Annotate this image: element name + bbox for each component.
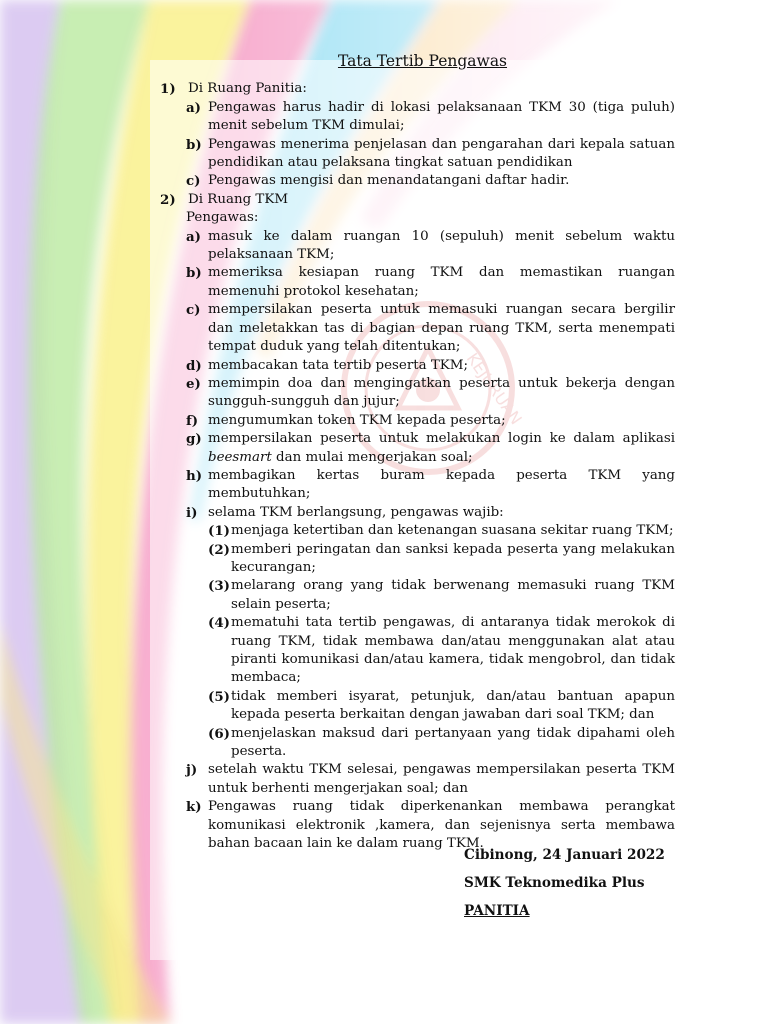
list-item: c) mempersilakan peserta untuk memasuki ruangan secara bergilir dan meletakkan tas di bagian depan ruang TKM, serta menempati tempat duduk yang telah ditentukan; <box>186 302 675 355</box>
list-item: i) selama TKM berlangsung, pengawas wajib: <box>186 504 504 521</box>
list-item: h) membagikan kertas buram kepada peserta TKM yang membutuhkan; <box>186 467 675 502</box>
list-item: a) masuk ke dalam ruangan 10 (sepuluh) menit sebelum waktu pelaksanaan TKM; <box>186 228 675 263</box>
document-title: Tata Tertib Pengawas <box>337 52 508 70</box>
signature-block <box>464 846 665 930</box>
app-name: beesmart <box>208 449 272 465</box>
duty-item: (5) tidak memberi isyarat, petunjuk, dan/atau bantuan apapun kepada peserta berkaitan dengan jawaban dari soal TKM; dan <box>208 688 675 723</box>
duty-item: (6) menjelaskan maksud dari pertanyaan yang tidak dipahami oleh peserta. <box>208 725 675 760</box>
duty-item: (2) memberi peringatan dan sanksi kepada peserta yang melakukan kecurangan; <box>208 541 675 575</box>
section-subheading: Pengawas: <box>186 210 259 226</box>
list-item: c) Pengawas mengisi dan menandatangani daftar hadir. <box>186 173 570 190</box>
list-item: e) memimpin doa dan mengingatkan peserta untuk bekerja dengan sungguh-sungguh dan jujur; <box>186 375 675 410</box>
section-heading: Di Ruang TKM <box>188 191 289 207</box>
list-item: g) mempersilakan peserta untuk melakukan login ke dalam aplikasi beesmart dan mulai mengerjakan soal; <box>186 431 675 465</box>
list-item: j) setelah waktu TKM selesai, pengawas mempersilakan peserta TKM untuk berhenti mengerjakan soal; dan <box>186 762 675 796</box>
section-number: 1) <box>160 81 176 98</box>
section-ruang-tkm <box>160 191 675 209</box>
place-date: Cibinong, 24 Januari 2022 <box>464 847 665 863</box>
section-number: 2) <box>160 191 176 208</box>
list-item: k) Pengawas ruang tidak diperkenankan membawa perangkat komunikasi elektronik ,kamera, dan sejenisnya serta membawa bahan bacaan lain ke dalam ruang TKM. <box>186 799 675 852</box>
list-item: d) membacakan tata tertib peserta TKM; <box>186 357 468 374</box>
section-ruang-panitia <box>160 80 675 98</box>
list-item: a) Pengawas harus hadir di lokasi pelaksanaan TKM 30 (tiga puluh) menit sebelum TKM dimulai; <box>186 99 675 134</box>
duty-item: (3) melarang orang yang tidak berwenang memasuki ruang TKM selain peserta; <box>208 578 675 612</box>
svg-text:KEJURUAN: KEJURUAN <box>462 349 526 429</box>
list-item: b) memeriksa kesiapan ruang TKM dan memastikan ruangan memenuhi protokol kesehatan; <box>186 265 675 299</box>
committee-label: PANITIA <box>464 903 530 919</box>
duty-item: (4) mematuhi tata tertib pengawas, di antaranya tidak merokok di ruang TKM, tidak membawa dan/atau menggunakan alat atau piranti komunikasi dan/atau kamera, tidak mengobrol, dan tidak membaca; <box>208 615 675 686</box>
school-name: SMK Teknomedika Plus <box>464 875 645 891</box>
document-body <box>160 52 675 853</box>
list-item: f) mengumumkan token TKM kepada peserta; <box>186 412 506 429</box>
list-item: b) Pengawas menerima penjelasan dan pengarahan dari kepala satuan pendidikan atau pelaksana tingkat satuan pendidikan <box>186 136 675 171</box>
duty-item: (1) menjaga ketertiban dan ketenangan suasana sekitar ruang TKM; <box>208 523 674 540</box>
section-heading: Di Ruang Panitia: <box>188 81 307 97</box>
